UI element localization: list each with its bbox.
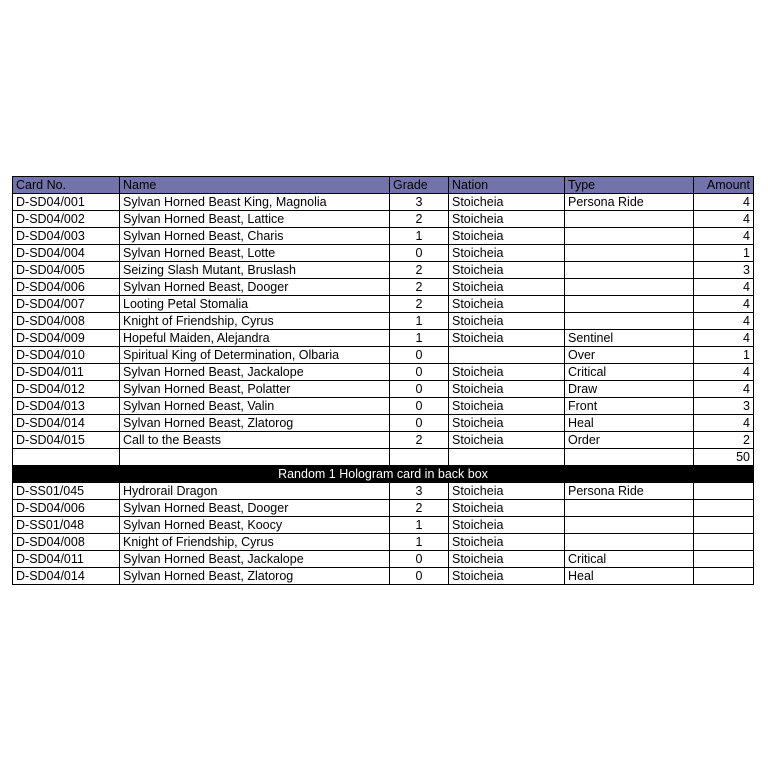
cell-card-no: D-SD04/006 bbox=[13, 279, 120, 296]
cell-amount bbox=[694, 483, 754, 500]
cell-nation: Stoicheia bbox=[449, 398, 565, 415]
cell-card-no: D-SD04/003 bbox=[13, 228, 120, 245]
cell-grade: 1 bbox=[390, 534, 449, 551]
cell-type: Front bbox=[565, 398, 694, 415]
total-spacer bbox=[390, 449, 449, 466]
cell-card-no: D-SD04/002 bbox=[13, 211, 120, 228]
table-row bbox=[13, 551, 754, 568]
cell-card-no: D-SD04/008 bbox=[13, 313, 120, 330]
cell-nation: Stoicheia bbox=[449, 279, 565, 296]
cell-amount: 4 bbox=[694, 279, 754, 296]
cell-card-no: D-SD04/006 bbox=[13, 500, 120, 517]
cell-card-no: D-SD04/014 bbox=[13, 568, 120, 585]
header-nation: Nation bbox=[449, 177, 565, 194]
cell-nation: Stoicheia bbox=[449, 211, 565, 228]
cell-grade: 0 bbox=[390, 568, 449, 585]
table-row bbox=[13, 364, 754, 381]
cell-grade: 1 bbox=[390, 313, 449, 330]
table-row bbox=[13, 313, 754, 330]
cell-amount: 3 bbox=[694, 398, 754, 415]
cell-name: Hydrorail Dragon bbox=[120, 483, 390, 500]
cell-card-no: D-SD04/012 bbox=[13, 381, 120, 398]
cell-grade: 0 bbox=[390, 398, 449, 415]
cell-grade: 0 bbox=[390, 347, 449, 364]
cell-nation: Stoicheia bbox=[449, 483, 565, 500]
total-spacer bbox=[565, 449, 694, 466]
total-amount: 50 bbox=[694, 449, 754, 466]
cell-name: Knight of Friendship, Cyrus bbox=[120, 534, 390, 551]
table-row bbox=[13, 296, 754, 313]
cell-grade: 3 bbox=[390, 483, 449, 500]
table-row bbox=[13, 347, 754, 364]
cell-grade: 0 bbox=[390, 551, 449, 568]
cell-nation: Stoicheia bbox=[449, 364, 565, 381]
header-card-no: Card No. bbox=[13, 177, 120, 194]
cell-card-no: D-SD04/007 bbox=[13, 296, 120, 313]
table-header bbox=[13, 177, 754, 194]
cell-card-no: D-SD04/005 bbox=[13, 262, 120, 279]
cell-name: Sylvan Horned Beast, Charis bbox=[120, 228, 390, 245]
cell-grade: 0 bbox=[390, 381, 449, 398]
table-row bbox=[13, 381, 754, 398]
cell-card-no: D-SD04/014 bbox=[13, 415, 120, 432]
cell-nation: Stoicheia bbox=[449, 228, 565, 245]
cell-name: Sylvan Horned Beast, Lotte bbox=[120, 245, 390, 262]
cell-name: Sylvan Horned Beast, Dooger bbox=[120, 500, 390, 517]
table-row bbox=[13, 517, 754, 534]
table-row bbox=[13, 279, 754, 296]
header-row bbox=[13, 177, 754, 194]
cell-type bbox=[565, 313, 694, 330]
cell-amount: 2 bbox=[694, 432, 754, 449]
cell-nation: Stoicheia bbox=[449, 517, 565, 534]
cell-nation: Stoicheia bbox=[449, 534, 565, 551]
cell-card-no: D-SD04/010 bbox=[13, 347, 120, 364]
cell-type: Draw bbox=[565, 381, 694, 398]
table-row bbox=[13, 432, 754, 449]
cell-type bbox=[565, 228, 694, 245]
hologram-banner: Random 1 Hologram card in back box bbox=[13, 466, 754, 483]
total-spacer bbox=[13, 449, 120, 466]
cell-nation: Stoicheia bbox=[449, 432, 565, 449]
cell-card-no: D-SS01/045 bbox=[13, 483, 120, 500]
cell-nation: Stoicheia bbox=[449, 381, 565, 398]
cell-amount: 4 bbox=[694, 330, 754, 347]
cell-type: Over bbox=[565, 347, 694, 364]
cell-grade: 0 bbox=[390, 245, 449, 262]
cell-card-no: D-SD04/013 bbox=[13, 398, 120, 415]
cell-grade: 0 bbox=[390, 415, 449, 432]
cell-name: Sylvan Horned Beast, Lattice bbox=[120, 211, 390, 228]
cell-name: Sylvan Horned Beast, Zlatorog bbox=[120, 415, 390, 432]
table-row bbox=[13, 568, 754, 585]
cell-name: Sylvan Horned Beast King, Magnolia bbox=[120, 194, 390, 211]
cell-nation bbox=[449, 347, 565, 364]
table-row bbox=[13, 211, 754, 228]
cell-card-no: D-SD04/015 bbox=[13, 432, 120, 449]
cell-type bbox=[565, 500, 694, 517]
cell-name: Sylvan Horned Beast, Polatter bbox=[120, 381, 390, 398]
card-list-table bbox=[12, 176, 754, 585]
header-type: Type bbox=[565, 177, 694, 194]
cell-card-no: D-SD04/011 bbox=[13, 551, 120, 568]
cell-nation: Stoicheia bbox=[449, 551, 565, 568]
cell-nation: Stoicheia bbox=[449, 500, 565, 517]
cell-amount: 1 bbox=[694, 245, 754, 262]
cell-name: Call to the Beasts bbox=[120, 432, 390, 449]
cell-type: Heal bbox=[565, 415, 694, 432]
header-grade: Grade bbox=[390, 177, 449, 194]
cell-amount bbox=[694, 517, 754, 534]
total-row bbox=[13, 449, 754, 466]
cell-type: Sentinel bbox=[565, 330, 694, 347]
cell-amount: 4 bbox=[694, 211, 754, 228]
table-row bbox=[13, 262, 754, 279]
cell-name: Sylvan Horned Beast, Koocy bbox=[120, 517, 390, 534]
cell-grade: 1 bbox=[390, 517, 449, 534]
cell-name: Knight of Friendship, Cyrus bbox=[120, 313, 390, 330]
cell-type: Order bbox=[565, 432, 694, 449]
cell-amount: 3 bbox=[694, 262, 754, 279]
cell-type bbox=[565, 262, 694, 279]
cell-type: Persona Ride bbox=[565, 483, 694, 500]
cell-name: Sylvan Horned Beast, Valin bbox=[120, 398, 390, 415]
cell-name: Seizing Slash Mutant, Bruslash bbox=[120, 262, 390, 279]
cell-amount: 4 bbox=[694, 364, 754, 381]
cell-type: Heal bbox=[565, 568, 694, 585]
cell-amount: 4 bbox=[694, 194, 754, 211]
cell-amount: 4 bbox=[694, 381, 754, 398]
cell-name: Spiritual King of Determination, Olbaria bbox=[120, 347, 390, 364]
cell-grade: 2 bbox=[390, 500, 449, 517]
cell-name: Looting Petal Stomalia bbox=[120, 296, 390, 313]
cell-name: Sylvan Horned Beast, Zlatorog bbox=[120, 568, 390, 585]
cell-amount: 4 bbox=[694, 228, 754, 245]
summary-section bbox=[13, 449, 754, 483]
cell-amount bbox=[694, 551, 754, 568]
table-row bbox=[13, 330, 754, 347]
cell-amount: 4 bbox=[694, 415, 754, 432]
cell-amount bbox=[694, 500, 754, 517]
cell-name: Sylvan Horned Beast, Dooger bbox=[120, 279, 390, 296]
table-row bbox=[13, 398, 754, 415]
cell-grade: 2 bbox=[390, 262, 449, 279]
cell-grade: 2 bbox=[390, 279, 449, 296]
cell-type: Persona Ride bbox=[565, 194, 694, 211]
cell-nation: Stoicheia bbox=[449, 194, 565, 211]
cell-nation: Stoicheia bbox=[449, 262, 565, 279]
cell-nation: Stoicheia bbox=[449, 296, 565, 313]
hologram-banner-row bbox=[13, 466, 754, 483]
table-row bbox=[13, 500, 754, 517]
header-amount: Amount bbox=[694, 177, 754, 194]
cell-grade: 0 bbox=[390, 364, 449, 381]
cell-name: Sylvan Horned Beast, Jackalope bbox=[120, 364, 390, 381]
table-row bbox=[13, 228, 754, 245]
cell-amount: 1 bbox=[694, 347, 754, 364]
cell-name: Hopeful Maiden, Alejandra bbox=[120, 330, 390, 347]
cell-type bbox=[565, 279, 694, 296]
cell-nation: Stoicheia bbox=[449, 245, 565, 262]
cell-amount bbox=[694, 568, 754, 585]
cell-grade: 1 bbox=[390, 228, 449, 245]
cell-grade: 2 bbox=[390, 296, 449, 313]
table-row bbox=[13, 534, 754, 551]
total-spacer bbox=[449, 449, 565, 466]
cell-type bbox=[565, 211, 694, 228]
cell-nation: Stoicheia bbox=[449, 330, 565, 347]
cell-type: Critical bbox=[565, 364, 694, 381]
main-card-rows bbox=[13, 194, 754, 449]
hologram-card-rows bbox=[13, 483, 754, 585]
table-row bbox=[13, 194, 754, 211]
cell-amount: 4 bbox=[694, 296, 754, 313]
cell-card-no: D-SS01/048 bbox=[13, 517, 120, 534]
cell-card-no: D-SD04/004 bbox=[13, 245, 120, 262]
cell-card-no: D-SD04/011 bbox=[13, 364, 120, 381]
cell-card-no: D-SD04/001 bbox=[13, 194, 120, 211]
cell-grade: 1 bbox=[390, 330, 449, 347]
cell-type bbox=[565, 534, 694, 551]
cell-grade: 2 bbox=[390, 211, 449, 228]
table-row bbox=[13, 245, 754, 262]
cell-amount: 4 bbox=[694, 313, 754, 330]
cell-type bbox=[565, 296, 694, 313]
total-spacer bbox=[120, 449, 390, 466]
cell-grade: 2 bbox=[390, 432, 449, 449]
header-name: Name bbox=[120, 177, 390, 194]
cell-card-no: D-SD04/008 bbox=[13, 534, 120, 551]
cell-nation: Stoicheia bbox=[449, 568, 565, 585]
cell-nation: Stoicheia bbox=[449, 313, 565, 330]
cell-type bbox=[565, 517, 694, 534]
cell-type bbox=[565, 245, 694, 262]
table-row bbox=[13, 415, 754, 432]
cell-nation: Stoicheia bbox=[449, 415, 565, 432]
table-row bbox=[13, 483, 754, 500]
cell-grade: 3 bbox=[390, 194, 449, 211]
cell-amount bbox=[694, 534, 754, 551]
cell-name: Sylvan Horned Beast, Jackalope bbox=[120, 551, 390, 568]
cell-type: Critical bbox=[565, 551, 694, 568]
cell-card-no: D-SD04/009 bbox=[13, 330, 120, 347]
